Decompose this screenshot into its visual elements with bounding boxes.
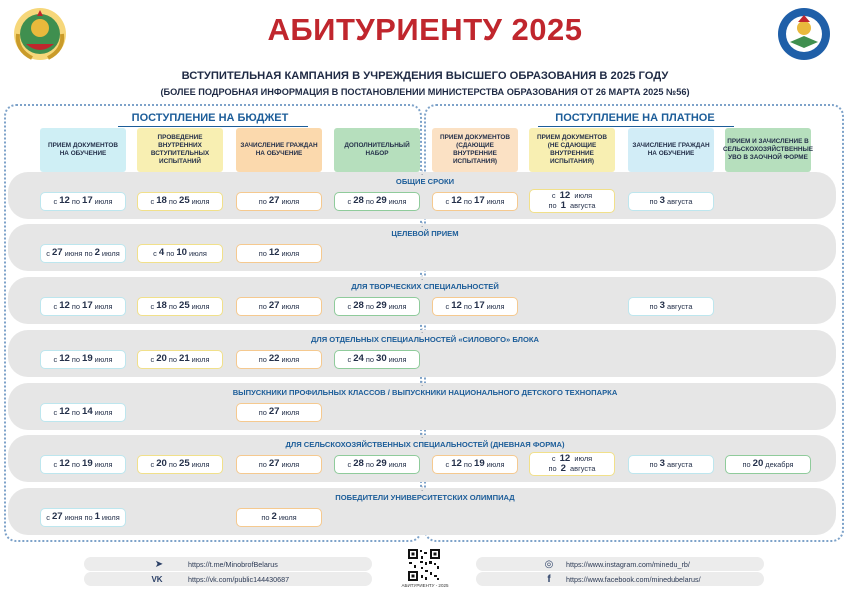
date-text: по <box>258 196 267 206</box>
date-text: августа <box>667 459 693 469</box>
date-number: 27 <box>268 300 280 312</box>
date-text: по <box>463 196 472 206</box>
date-text: по <box>365 301 374 311</box>
date-text: с <box>53 459 58 469</box>
date-cell <box>137 244 223 263</box>
date-text: по <box>71 196 80 206</box>
date-cell <box>137 350 223 369</box>
divider-dots: : <box>421 431 424 440</box>
date-text: июня по <box>64 248 93 258</box>
date-cell <box>334 192 420 211</box>
date-number: 17 <box>82 300 93 312</box>
date-text: июля <box>486 196 505 206</box>
date-cell <box>432 297 518 316</box>
date-cell <box>334 455 420 474</box>
date-cell <box>725 455 811 474</box>
date-text: по <box>649 459 658 469</box>
date-cell <box>40 455 126 474</box>
date-text: августа <box>667 196 693 206</box>
date-number: 27 <box>268 406 280 418</box>
date-text: по <box>168 196 177 206</box>
date-text: июля <box>94 301 113 311</box>
column-header: ЗАЧИСЛЕНИЕ ГРАЖДАН НА ОБУЧЕНИЕ <box>236 128 322 172</box>
date-cell <box>628 455 714 474</box>
date-text: с <box>150 301 155 311</box>
date-text: по <box>71 459 80 469</box>
date-text: по <box>548 464 559 473</box>
date-text: июля <box>281 301 300 311</box>
page-title: АБИТУРИЕНТУ 2025 <box>267 12 583 47</box>
date-cell <box>236 297 322 316</box>
date-text: июля <box>281 459 300 469</box>
date-number: 28 <box>353 458 364 470</box>
divider-dots: : <box>421 273 424 282</box>
date-text: по <box>742 459 751 469</box>
date-text: июля <box>486 301 505 311</box>
divider-dots: : <box>421 484 424 493</box>
date-number: 29 <box>376 458 387 470</box>
date-number: 27 <box>268 195 280 207</box>
date-text: с <box>551 190 558 200</box>
date-cell <box>236 508 322 527</box>
date-number: 20 <box>156 353 167 365</box>
date-number: 24 <box>353 353 364 365</box>
column-header: ПРИЕМ ДОКУМЕНТОВ (СДАЮЩИЕ ВНУТРЕННИЕ ИСПЫТАНИЯ) <box>432 128 518 172</box>
date-text: по <box>258 459 267 469</box>
date-number: 17 <box>82 195 93 207</box>
date-cell <box>137 455 223 474</box>
date-cell <box>529 189 615 213</box>
date-number: 12 <box>59 353 70 365</box>
date-text: июля <box>191 301 210 311</box>
date-text: с <box>347 196 352 206</box>
date-number: 3 <box>659 195 665 207</box>
campaign-subtitle: ВСТУПИТЕЛЬНАЯ КАМПАНИЯ В УЧРЕЖДЕНИЯ ВЫСШЕГО ОБРАЗОВАНИЯ В 2025 ГОДУ <box>181 70 669 82</box>
date-number: 28 <box>353 300 364 312</box>
date-text: с <box>53 301 58 311</box>
date-text: августа <box>568 464 596 473</box>
date-text: с <box>445 459 450 469</box>
date-number: 1 <box>94 511 100 523</box>
date-text: по <box>71 354 80 364</box>
date-number: 22 <box>268 353 280 365</box>
date-cell <box>236 244 322 263</box>
date-number: 10 <box>176 247 187 259</box>
date-cell <box>628 192 714 211</box>
date-number: 19 <box>82 458 93 470</box>
date-text: по <box>258 407 267 417</box>
row-title: ДЛЯ СЕЛЬСКОХОЗЯЙСТВЕННЫХ СПЕЦИАЛЬНОСТЕЙ (ДНЕВНАЯ ФОРМА) <box>285 440 565 449</box>
date-number: 12 <box>451 195 462 207</box>
date-text: с <box>150 459 155 469</box>
date-cell <box>236 403 322 422</box>
divider-dots: : <box>421 326 424 335</box>
date-text: июля <box>572 453 593 463</box>
vk-icon: VK <box>151 574 163 584</box>
date-number: 19 <box>474 458 485 470</box>
date-text: по <box>168 459 177 469</box>
instagram-link[interactable]: https://www.instagram.com/minedu_rb/ <box>476 557 764 571</box>
date-text: по <box>548 201 559 210</box>
date-cell <box>334 297 420 316</box>
date-text: декабря <box>765 459 794 469</box>
date-cell <box>432 192 518 211</box>
date-text: с <box>150 354 155 364</box>
instagram-icon: ◎ <box>544 558 554 570</box>
date-text: по <box>258 248 267 258</box>
date-text: с <box>46 512 50 522</box>
date-text: июля <box>281 248 300 258</box>
date-number: 27 <box>51 511 63 523</box>
section-title-paid: ПОСТУПЛЕНИЕ НА ПЛАТНОЕ <box>555 112 715 124</box>
date-text: по <box>166 248 175 258</box>
date-number: 2 <box>94 247 100 259</box>
date-number: 1 <box>560 200 566 211</box>
date-cell <box>236 192 322 211</box>
telegram-link[interactable]: https://t.me/MinobrofBelarus <box>84 557 372 571</box>
date-text: по <box>168 301 177 311</box>
date-number: 19 <box>82 353 93 365</box>
row-title: ДЛЯ ТВОРЧЕСКИХ СПЕЦИАЛЬНОСТЕЙ <box>351 282 499 291</box>
facebook-link[interactable]: https://www.facebook.com/minedubelarus/ <box>476 572 764 586</box>
date-text: июля <box>388 196 407 206</box>
vk-link[interactable]: https://vk.com/public144430687 <box>84 572 372 586</box>
date-text: июля <box>281 196 300 206</box>
row-title: ВЫПУСКНИКИ ПРОФИЛЬНЫХ КЛАССОВ / ВЫПУСКНИКИ НАЦИОНАЛЬНОГО ДЕТСКОГО ТЕХНОПАРКА <box>232 388 618 397</box>
date-text: с <box>153 248 157 258</box>
date-number: 20 <box>156 458 167 470</box>
date-cell <box>137 192 223 211</box>
date-text: с <box>150 196 155 206</box>
date-cell <box>529 452 615 476</box>
divider-dots: : <box>421 220 424 229</box>
date-number: 28 <box>353 195 364 207</box>
date-text: июня по <box>64 512 93 522</box>
date-number: 29 <box>376 195 387 207</box>
date-text: с <box>347 301 352 311</box>
date-number: 27 <box>51 247 63 259</box>
date-text: по <box>463 301 472 311</box>
date-cell <box>236 455 322 474</box>
date-text: с <box>551 453 558 463</box>
date-number: 12 <box>59 300 70 312</box>
date-number: 12 <box>451 300 462 312</box>
date-cell <box>40 192 126 211</box>
date-text: по <box>168 354 177 364</box>
date-text: июля <box>572 190 593 200</box>
date-cell <box>628 297 714 316</box>
date-text: июля <box>94 354 113 364</box>
date-number: 17 <box>474 300 485 312</box>
date-text: с <box>445 301 450 311</box>
date-cell <box>137 297 223 316</box>
column-header: ПРОВЕДЕНИЕ ВНУТРЕННИХ ВСТУПИТЕЛЬНЫХ ИСПЫТАНИЙ <box>137 128 223 172</box>
date-text: с <box>347 459 352 469</box>
date-cell <box>40 508 126 527</box>
date-number: 20 <box>752 458 764 470</box>
qr-caption: АБИТУРИЕНТУ - 2025 <box>401 583 449 588</box>
divider-dots: : <box>421 379 424 388</box>
date-text: июля <box>281 354 300 364</box>
campaign-note: (БОЛЕЕ ПОДРОБНАЯ ИНФОРМАЦИЯ В ПОСТАНОВЛЕНИИ МИНИСТЕРСТВА ОБРАЗОВАНИЯ ОТ 26 МАРТА 2025 №56) <box>160 87 690 97</box>
date-number: 12 <box>59 458 70 470</box>
qr-code[interactable] <box>407 548 441 582</box>
date-number: 25 <box>179 300 190 312</box>
date-text: по <box>261 512 270 522</box>
date-text: августа <box>568 201 596 210</box>
divider-dots: : <box>421 168 424 177</box>
date-text: августа <box>667 301 693 311</box>
date-text: июля <box>281 407 300 417</box>
date-text: июля <box>388 459 407 469</box>
date-text: по <box>365 354 374 364</box>
date-number: 2 <box>560 463 566 474</box>
date-text: по <box>258 354 267 364</box>
date-text: по <box>71 407 80 417</box>
date-text: июля <box>101 248 120 258</box>
date-text: июля <box>388 354 407 364</box>
date-number: 3 <box>659 300 665 312</box>
date-text: по <box>649 301 658 311</box>
row-title: ЦЕЛЕВОЙ ПРИЕМ <box>391 229 459 238</box>
date-text: июля <box>191 459 210 469</box>
date-number: 12 <box>559 189 571 201</box>
date-number: 17 <box>474 195 485 207</box>
date-number: 12 <box>59 406 70 418</box>
date-cell <box>334 350 420 369</box>
date-number: 2 <box>271 511 277 523</box>
date-text: июля <box>278 512 297 522</box>
date-text: с <box>46 248 50 258</box>
date-number: 25 <box>179 458 190 470</box>
facebook-icon: f <box>547 573 551 585</box>
date-text: с <box>53 407 58 417</box>
date-cell <box>40 403 126 422</box>
date-text: июля <box>191 354 210 364</box>
date-text: по <box>463 459 472 469</box>
date-text: июля <box>189 248 207 258</box>
section-title-budget: ПОСТУПЛЕНИЕ НА БЮДЖЕТ <box>131 112 289 124</box>
date-text: июля <box>388 301 407 311</box>
date-cell <box>40 350 126 369</box>
date-text: с <box>53 354 58 364</box>
column-header: ДОПОЛНИТЕЛЬНЫЙ НАБОР <box>334 128 420 172</box>
date-text: с <box>53 196 58 206</box>
date-cell <box>236 350 322 369</box>
date-number: 12 <box>451 458 462 470</box>
section-underline-paid <box>538 126 734 127</box>
date-text: по <box>71 301 80 311</box>
date-text: июля <box>486 459 505 469</box>
date-number: 14 <box>82 406 93 418</box>
date-number: 27 <box>268 458 280 470</box>
date-number: 12 <box>59 195 70 207</box>
date-text: по <box>258 301 267 311</box>
date-number: 3 <box>659 458 665 470</box>
date-number: 12 <box>559 452 571 464</box>
date-text: июля <box>94 407 113 417</box>
date-number: 25 <box>179 195 190 207</box>
row-title: ДЛЯ ОТДЕЛЬНЫХ СПЕЦИАЛЬНОСТЕЙ «СИЛОВОГО» БЛОКА <box>310 335 540 344</box>
date-number: 21 <box>179 353 190 365</box>
date-number: 18 <box>156 195 167 207</box>
date-text: с <box>347 354 352 364</box>
date-cell <box>432 455 518 474</box>
column-header: ПРИЕМ И ЗАЧИСЛЕНИЕ В СЕЛЬСКОХОЗЯЙСТВЕННЫЕ УВО В ЗАОЧНОЙ ФОРМЕ <box>725 128 811 172</box>
row-title: ОБЩИЕ СРОКИ <box>395 177 455 186</box>
date-text: июля <box>191 196 210 206</box>
column-header: ПРИЕМ ДОКУМЕНТОВ (НЕ СДАЮЩИЕ ВНУТРЕННИЕ ИСПЫТАНИЯ) <box>529 128 615 172</box>
date-number: 30 <box>376 353 387 365</box>
column-header: ПРИЕМ ДОКУМЕНТОВ НА ОБУЧЕНИЕ <box>40 128 126 172</box>
date-text: с <box>445 196 450 206</box>
section-underline-budget <box>118 126 308 127</box>
date-number: 4 <box>158 247 165 259</box>
date-number: 12 <box>268 247 280 259</box>
date-cell <box>40 297 126 316</box>
date-text: июля <box>94 459 113 469</box>
date-text: июля <box>94 196 113 206</box>
date-number: 29 <box>376 300 387 312</box>
date-text: по <box>365 196 374 206</box>
date-cell <box>40 244 126 263</box>
row-title: ПОБЕДИТЕЛИ УНИВЕРСИТЕТСКИХ ОЛИМПИАД <box>335 493 515 502</box>
date-number: 18 <box>156 300 167 312</box>
date-text: по <box>365 459 374 469</box>
telegram-icon: ➤ <box>154 558 164 570</box>
column-header: ЗАЧИСЛЕНИЕ ГРАЖДАН НА ОБУЧЕНИЕ <box>628 128 714 172</box>
date-text: по <box>649 196 658 206</box>
date-text: июля <box>101 512 120 522</box>
